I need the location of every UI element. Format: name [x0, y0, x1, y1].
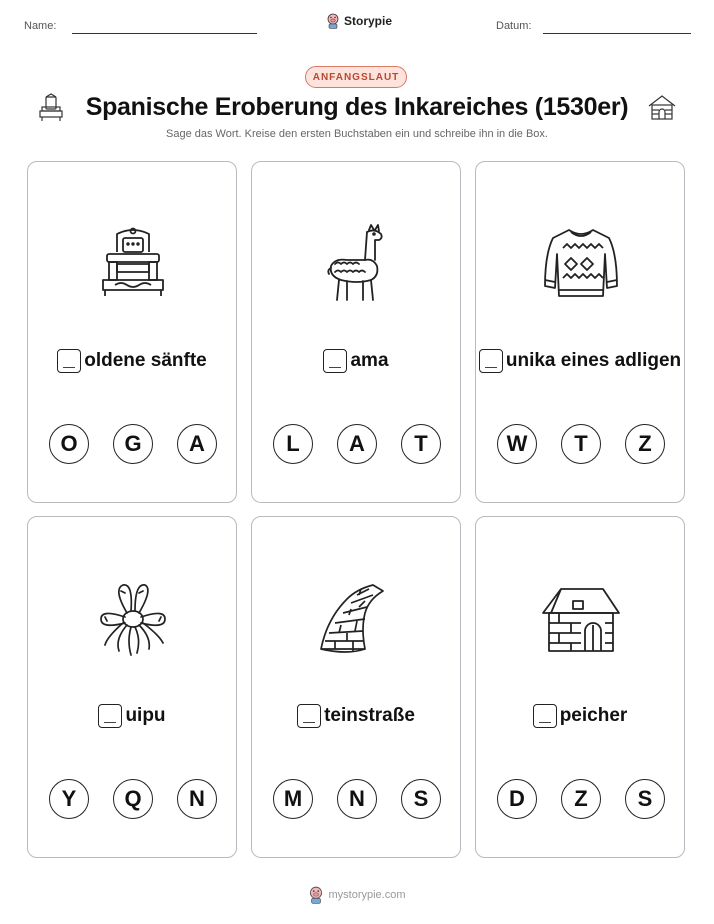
letter-option[interactable]: S [401, 779, 441, 819]
pig-mascot-icon [308, 886, 324, 904]
letter-option[interactable]: D [497, 779, 537, 819]
exercise-card [475, 161, 685, 503]
answer-box[interactable] [533, 704, 557, 728]
word-prompt [28, 704, 236, 728]
date-line[interactable] [543, 33, 691, 34]
footer [0, 886, 714, 904]
answer-box[interactable] [323, 349, 347, 373]
storehouse-icon [541, 579, 621, 659]
exercise-card [27, 161, 237, 503]
letter-option[interactable]: G [113, 424, 153, 464]
letter-option[interactable]: A [337, 424, 377, 464]
letter-option[interactable]: M [273, 779, 313, 819]
name-line[interactable] [72, 33, 257, 34]
footer-url[interactable]: mystorypie.com [328, 889, 406, 901]
word-ending: teinstraße [324, 705, 415, 726]
pig-mascot-icon [326, 13, 340, 29]
exercise-card [27, 516, 237, 858]
letter-option[interactable]: L [273, 424, 313, 464]
letter-option[interactable]: N [177, 779, 217, 819]
word-ending: peicher [559, 705, 628, 726]
brand-name: Storypie [344, 14, 393, 28]
category-badge: ANFANGSLAUT [305, 66, 407, 88]
answer-box[interactable] [479, 349, 503, 373]
storehouse-icon [647, 93, 677, 123]
letter-option[interactable]: Q [113, 779, 153, 819]
letter-option[interactable]: T [401, 424, 441, 464]
answer-box[interactable] [57, 349, 81, 373]
page-title: Spanische Eroberung des Inkareiches (1530er) [85, 93, 629, 121]
throne-icon [36, 93, 66, 123]
word-prompt [476, 704, 684, 728]
exercise-card [251, 161, 461, 503]
llama-icon [317, 224, 397, 304]
word-prompt [252, 704, 460, 728]
knotted-cords-icon [93, 579, 173, 659]
throne-icon [93, 224, 173, 304]
name-label: Name: [24, 20, 57, 32]
letter-option[interactable]: A [177, 424, 217, 464]
letter-option[interactable]: O [49, 424, 89, 464]
letter-option[interactable]: Z [561, 779, 601, 819]
word-prompt [28, 349, 236, 373]
letter-option[interactable]: N [337, 779, 377, 819]
letter-option[interactable]: T [561, 424, 601, 464]
word-ending: unika eines adligen [505, 350, 682, 371]
letter-option[interactable]: Z [625, 424, 665, 464]
sweater-icon [541, 224, 621, 304]
stone-road-icon [317, 579, 397, 659]
word-ending: ama [350, 350, 389, 371]
answer-box[interactable] [297, 704, 321, 728]
word-ending: uipu [125, 705, 166, 726]
letter-option[interactable]: W [497, 424, 537, 464]
exercise-card [251, 516, 461, 858]
answer-box[interactable] [98, 704, 122, 728]
instruction-text: Sage das Wort. Kreise den ersten Buchstaben ein und schreibe ihn in die Box. [166, 128, 548, 140]
brand-logo [326, 13, 392, 29]
letter-option[interactable]: Y [49, 779, 89, 819]
word-prompt [252, 349, 460, 373]
exercise-card [475, 516, 685, 858]
letter-option[interactable]: S [625, 779, 665, 819]
word-prompt [476, 349, 684, 373]
date-label: Datum: [496, 20, 532, 32]
word-ending: oldene sänfte [84, 350, 207, 371]
